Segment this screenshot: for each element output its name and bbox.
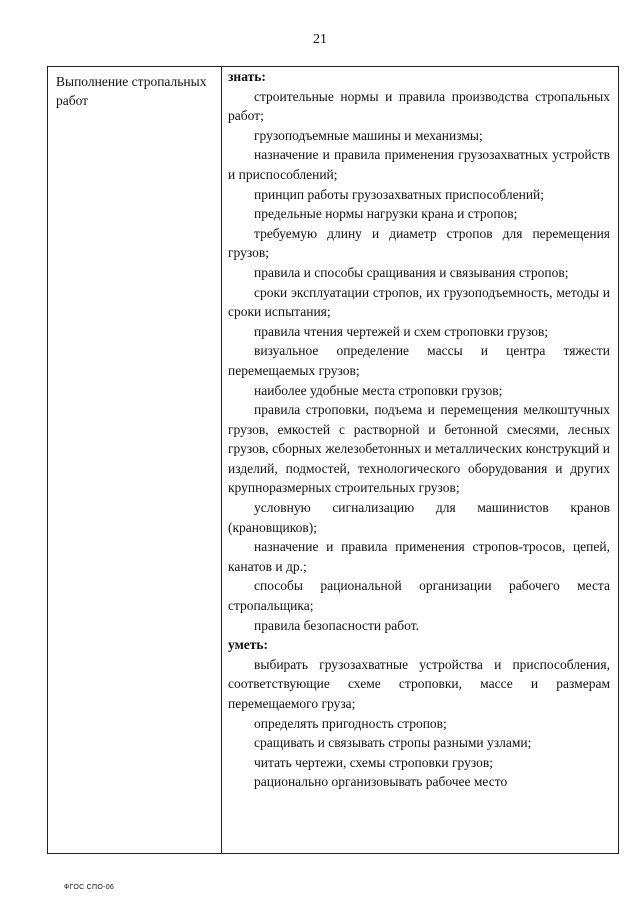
list-item: правила и способы сращивания и связывания стропов; — [254, 264, 569, 280]
list-item: визуальное определение массы и центра тяжести перемещаемых грузов; — [228, 343, 610, 378]
know-list — [228, 87, 610, 636]
list-item: сроки эксплуатации стропов, их грузоподъемность, методы и сроки испытания; — [228, 284, 610, 320]
column-divider — [221, 67, 222, 853]
list-item: грузоподъемные машины и механизмы; — [254, 127, 483, 143]
list-item: принцип работы грузозахватных приспособлений; — [254, 186, 545, 202]
activity-cell: Выполнение стропальных работ — [56, 74, 207, 108]
list-item: рационально организовывать рабочее место — [254, 774, 508, 790]
competency-table — [47, 66, 619, 854]
list-item: наиболее удобные места строповки грузов; — [254, 382, 503, 398]
list-item: правила строповки, подъема и перемещения мелкоштучных грузов, емкостей с растворной и бетонной смесями, лесных грузов, сборных железобетонных и металлических конструкций и изделий, подмостей, технологического оборудования и других крупноразмерных строительных грузов; — [228, 402, 610, 496]
list-item: назначение и правила применения грузозахватных устройств и приспособлений; — [228, 147, 610, 182]
list-item: требуемую длину и диаметр стропов для перемещения грузов; — [228, 225, 610, 261]
list-item: читать чертежи, схемы строповки грузов; — [254, 754, 493, 770]
list-item: правила чтения чертежей и схем строповки грузов; — [254, 323, 549, 339]
skills-list — [228, 655, 610, 792]
list-item: строительные нормы и правила производства стропальных работ; — [228, 88, 610, 124]
list-item: сращивать и связывать стропы разными узлами; — [254, 735, 532, 751]
skills-heading: уметь: — [228, 637, 269, 653]
list-item: условную сигнализацию для машинистов кранов (крановщиков); — [228, 500, 610, 535]
list-item: назначение и правила применения стропов-тросов, цепей, канатов и др.; — [228, 539, 610, 574]
know-heading: знать: — [228, 69, 266, 84]
list-item: выбирать грузозахватные устройства и приспособления, соответствующие схеме строповки, массе и размерам перемещаемого груза; — [228, 656, 610, 711]
list-item: правила безопасности работ. — [254, 617, 419, 633]
page-number: 21 — [313, 32, 327, 47]
list-item: способы рациональной организации рабочего места стропальщика; — [228, 578, 610, 614]
document-footer: ФГОС СПО-06 — [64, 884, 115, 891]
requirements-cell — [228, 67, 610, 792]
list-item: предельные нормы нагрузки крана и стропов; — [254, 206, 518, 222]
list-item: определять пригодность стропов; — [254, 715, 447, 731]
